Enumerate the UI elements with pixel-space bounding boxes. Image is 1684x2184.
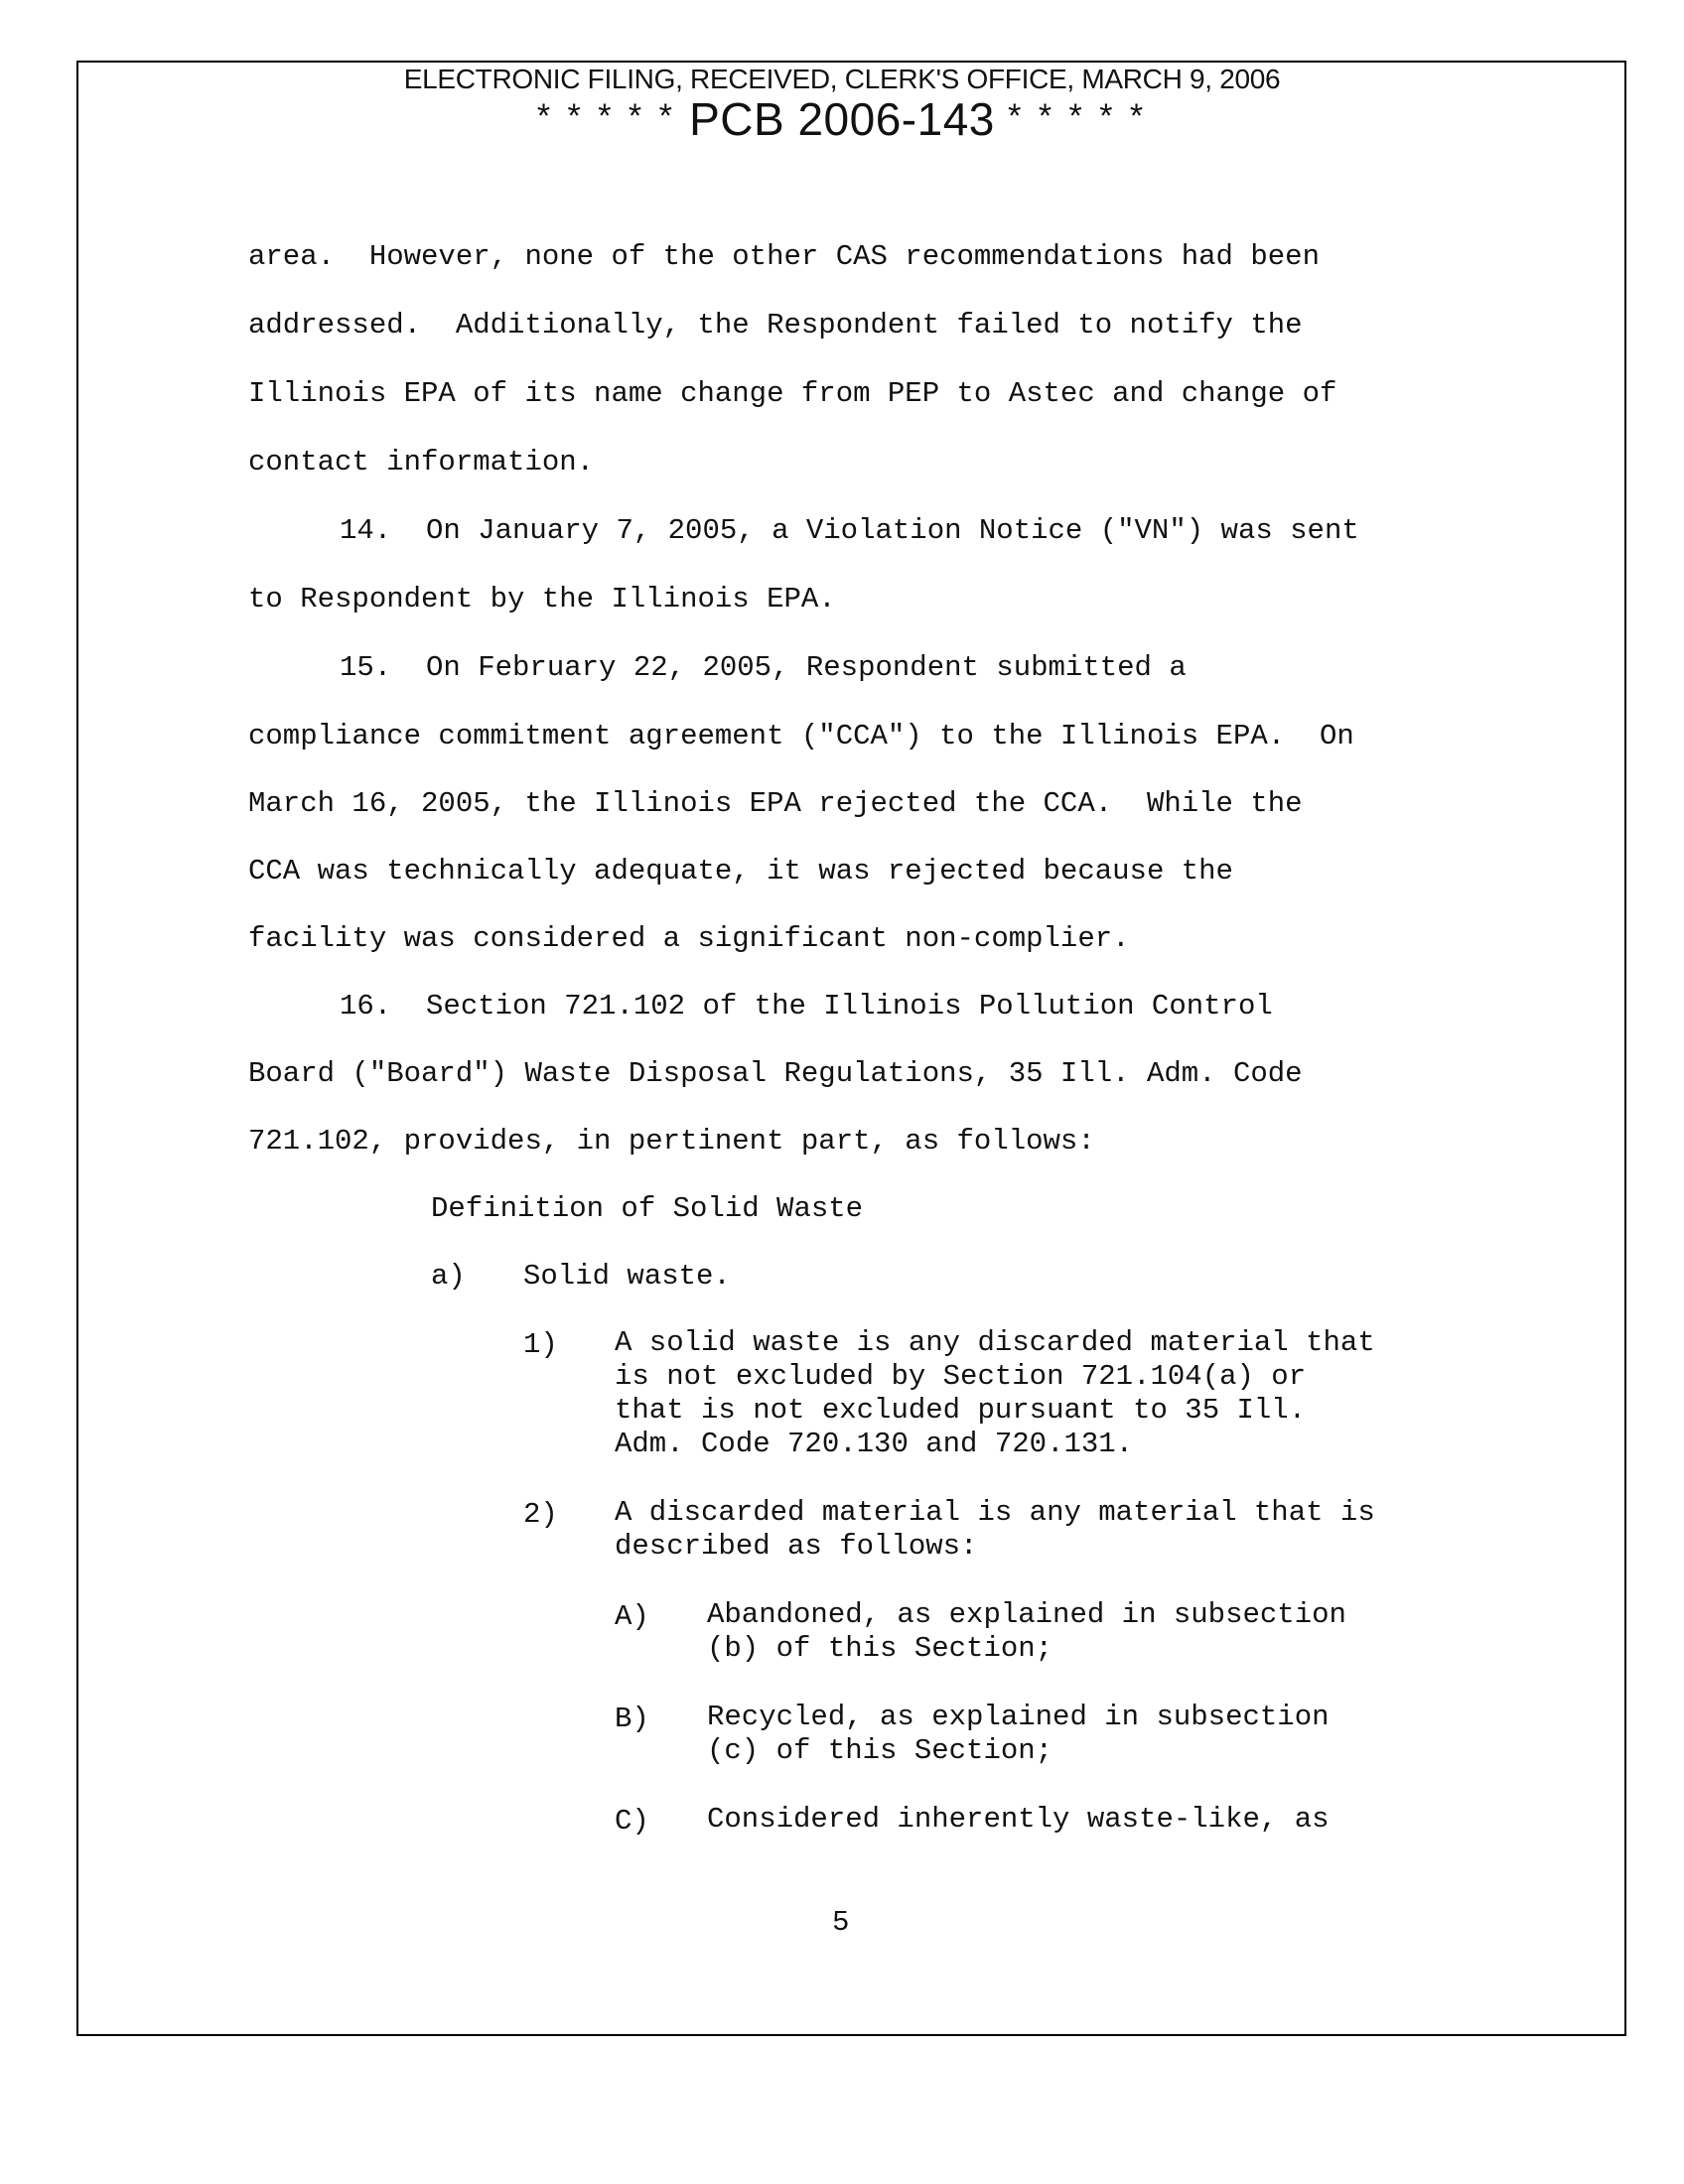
paragraph-15-first-line: 15. On February 22, 2005, Respondent submitted a <box>340 651 1187 684</box>
body-line: compliance commitment agreement ("CCA") to the Illinois EPA. On <box>248 720 1354 752</box>
body-line: contact information. <box>248 446 595 478</box>
item-C-label: C) <box>615 1805 649 1838</box>
quote-heading: Definition of Solid Waste <box>431 1192 864 1225</box>
body-line: to Respondent by the Illinois EPA. <box>248 583 836 615</box>
item-1-label: 1) <box>523 1328 558 1361</box>
case-number-line <box>0 92 1684 146</box>
paragraph-16-first-line: 16. Section 721.102 of the Illinois Pollution Control <box>340 990 1273 1023</box>
stars-left: * * * * * <box>536 97 676 135</box>
item-A-text: Abandoned, as explained in subsection (b) of this Section; <box>707 1598 1346 1665</box>
item-1-text: A solid waste is any discarded material that is not excluded by Section 721.104(a) or that is not excluded pursuant to 35 Ill. Adm. Code 720.130 and 720.131. <box>615 1326 1375 1460</box>
body-line: area. However, none of the other CAS recommendations had been <box>248 240 1320 273</box>
item-B-label: B) <box>615 1703 649 1735</box>
item-2-text: A discarded material is any material that is described as follows: <box>615 1496 1375 1563</box>
item-A-label: A) <box>615 1600 649 1633</box>
item-C-text: Considered inherently waste-like, as <box>707 1803 1330 1836</box>
item-a-text: Solid waste. <box>523 1260 731 1293</box>
body-line: March 16, 2005, the Illinois EPA rejected the CCA. While the <box>248 787 1303 820</box>
stars-right: * * * * * <box>1008 97 1148 135</box>
item-B-text: Recycled, as explained in subsection (c) of this Section; <box>707 1701 1330 1767</box>
page-number: 5 <box>832 1906 850 1939</box>
item-a-label: a) <box>431 1260 466 1293</box>
item-2-label: 2) <box>523 1498 558 1531</box>
body-line: Board ("Board") Waste Disposal Regulations, 35 Ill. Adm. Code <box>248 1057 1303 1090</box>
body-line: addressed. Additionally, the Respondent failed to notify the <box>248 309 1303 341</box>
paragraph-14-first-line: 14. On January 7, 2005, a Violation Notice ("VN") was sent <box>340 514 1359 547</box>
filing-stamp: ELECTRONIC FILING, RECEIVED, CLERK'S OFFICE, MARCH 9, 2006 <box>403 64 1281 94</box>
body-line: Illinois EPA of its name change from PEP to Astec and change of <box>248 377 1337 410</box>
body-line: facility was considered a significant non-complier. <box>248 922 1130 955</box>
body-line: CCA was technically adequate, it was rejected because the <box>248 855 1233 887</box>
case-number: PCB 2006-143 <box>689 93 995 145</box>
body-line: 721.102, provides, in pertinent part, as follows: <box>248 1125 1095 1158</box>
